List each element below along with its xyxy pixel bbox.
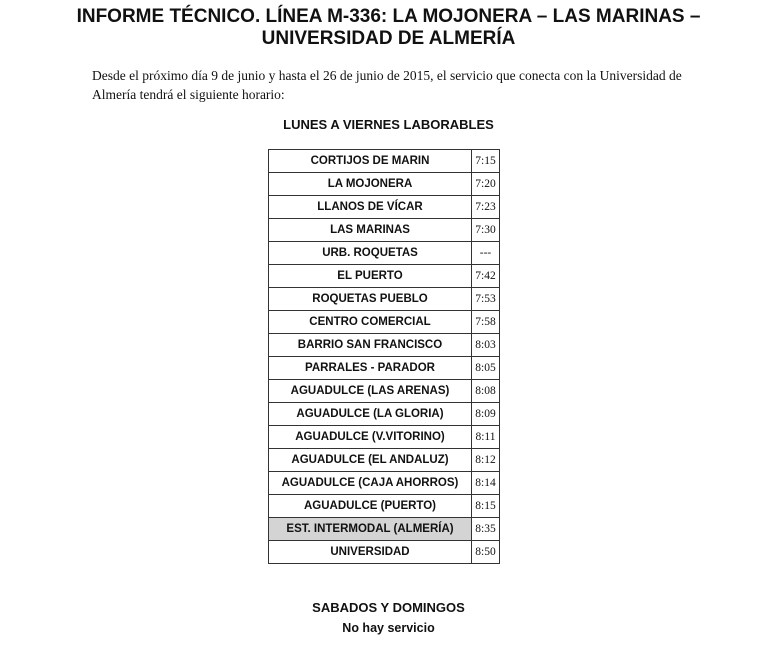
stop-name: AGUADULCE (CAJA AHORROS) [269,472,472,495]
table-row [269,357,500,380]
departure-time: 7:30 [472,219,500,242]
title-line-1: INFORME TÉCNICO. LÍNEA M-336: LA MOJONERA – LAS MARINAS – [76,6,701,27]
stop-name: CORTIJOS DE MARIN [269,150,472,173]
title-line-2: UNIVERSIDAD DE ALMERÍA [261,28,516,49]
departure-time: 8:50 [472,541,500,564]
departure-time: 8:12 [472,449,500,472]
table-row [269,403,500,426]
departure-time: 7:20 [472,173,500,196]
stop-name: AGUADULCE (PUERTO) [269,495,472,518]
table-row [269,311,500,334]
table-row [269,219,500,242]
stop-name: LAS MARINAS [269,219,472,242]
weekend-note: No hay servicio [342,621,435,635]
stop-name: PARRALES - PARADOR [269,357,472,380]
departure-time: 8:03 [472,334,500,357]
table-row [269,449,500,472]
departure-time: 7:15 [472,150,500,173]
document-title [40,6,737,50]
departure-time: 7:53 [472,288,500,311]
table-row [269,242,500,265]
weekend-heading: SABADOS Y DOMINGOS [312,600,465,615]
departure-time: 8:15 [472,495,500,518]
table-row [269,265,500,288]
departure-time: 8:14 [472,472,500,495]
stop-name: ROQUETAS PUEBLO [269,288,472,311]
stop-name: AGUADULCE (LAS ARENAS) [269,380,472,403]
departure-time: 7:23 [472,196,500,219]
stop-name: UNIVERSIDAD [269,541,472,564]
stop-name: LA MOJONERA [269,173,472,196]
departure-time: 8:05 [472,357,500,380]
table-row [269,472,500,495]
stop-name: EL PUERTO [269,265,472,288]
stop-name: URB. ROQUETAS [269,242,472,265]
intro-paragraph: Desde el próximo día 9 de junio y hasta el 26 de junio de 2015, el servicio que conecta con la Universidad de Almería tendrá el siguiente horario: [92,68,682,102]
table-row [269,518,500,541]
departure-time: 7:58 [472,311,500,334]
stop-name: CENTRO COMERCIAL [269,311,472,334]
stop-name: AGUADULCE (LA GLORIA) [269,403,472,426]
stop-name: AGUADULCE (V.VITORINO) [269,426,472,449]
departure-time: --- [472,242,500,265]
departure-time: 8:35 [472,518,500,541]
departure-time: 8:09 [472,403,500,426]
stop-name: AGUADULCE (EL ANDALUZ) [269,449,472,472]
table-row [269,426,500,449]
table-row [269,541,500,564]
stop-name: LLANOS DE VÍCAR [269,196,472,219]
table-row [269,196,500,219]
stop-name: EST. INTERMODAL (ALMERÍA) [269,518,472,541]
table-row [269,150,500,173]
table-row [269,288,500,311]
stop-name: BARRIO SAN FRANCISCO [269,334,472,357]
schedule-table [268,149,500,564]
table-row [269,495,500,518]
departure-time: 8:11 [472,426,500,449]
weekday-heading: LUNES A VIERNES LABORABLES [283,117,494,132]
departure-time: 8:08 [472,380,500,403]
table-row [269,173,500,196]
table-row [269,380,500,403]
table-row [269,334,500,357]
departure-time: 7:42 [472,265,500,288]
